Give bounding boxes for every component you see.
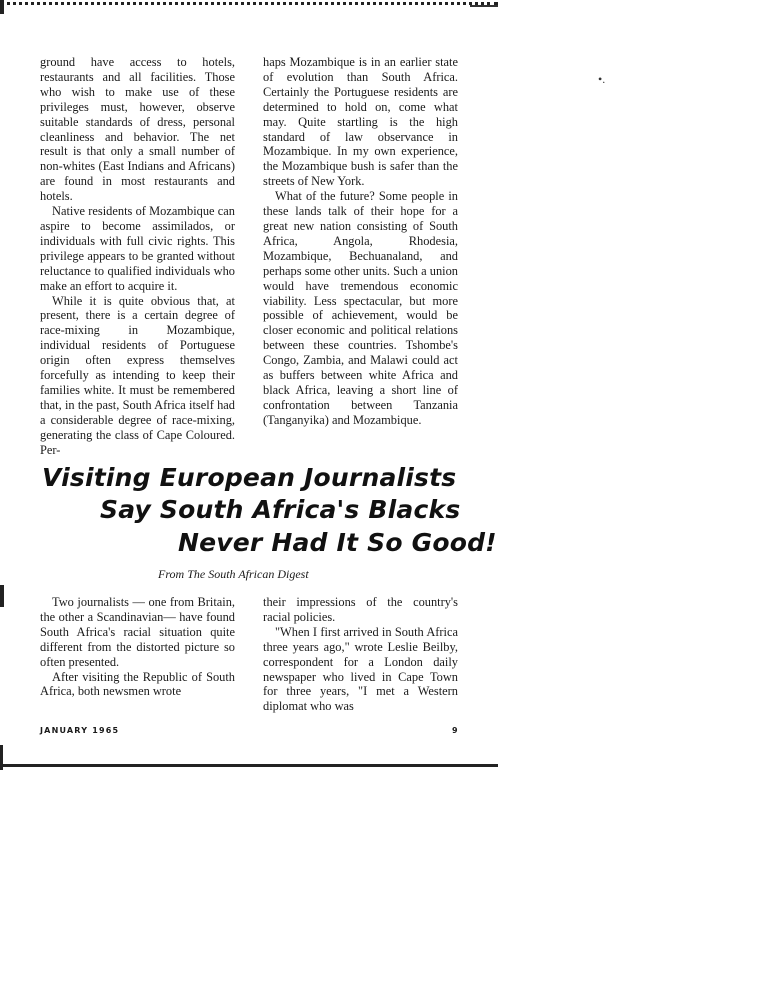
paragraph: Native residents of Mozambique can aspire to become assimilados, or individuals with full civic rights. This privilege appears to be granted without reluctance to qualified individuals who make an effort to acquire it.	[40, 204, 235, 293]
footer-date: JANUARY 1965	[40, 726, 120, 735]
headline-line-3: Never Had It So Good!	[178, 528, 497, 557]
scan-edge-mark	[0, 585, 4, 607]
paragraph: ground have access to hotels, restaurants and all facilities. Those who wish to make use of these privileges must, however, observe suitable standards of dress, personal cleanliness and behavior. The net result is that only a small number of non-whites (East Indians and Africans) are found in most restaurants and hotels.	[40, 55, 235, 204]
article-column-top-left	[40, 55, 235, 457]
scan-speck: •.	[598, 72, 606, 86]
headline-line-1: Visiting European Journalists	[42, 463, 457, 492]
headline-line-2: Say South Africa's Blacks	[100, 495, 461, 524]
paragraph: While it is quite obvious that, at present, there is a certain degree of race-mixing in Mozambique, individual residents of Portuguese origin often express themselves forcefully as intending to keep their families white. It must be remembered that, in the past, South Africa itself had a considerable degree of race-mixing, generating the class of Cape Coloured. Per-	[40, 293, 235, 457]
paragraph: After visiting the Republic of South Africa, both newsmen wrote	[40, 669, 235, 699]
article-column-bottom-left	[40, 595, 235, 699]
article-column-bottom-right	[263, 595, 458, 714]
paragraph: What of the future? Some people in these lands talk of their hope for a great new nation consisting of South Africa, Angola, Rhodesia, Mozambique, Bechuanaland, and perhaps some other units. Such a union would have tremendous economic viability. Less spectacular, but more possible of achievement, would be closer economic and political relations between these countries. Tshombe's Congo, Zambia, and Malawi could act as buffers between white Africa and black Africa, leaving a short line of confrontation between Tanzania (Tanganyika) and Mozambique.	[263, 189, 458, 427]
paragraph: Two journalists — one from Britain, the other a Scandinavian— have found South Africa's racial situation quite different from the distorted picture so often presented.	[40, 595, 235, 669]
paragraph: "When I first arrived in South Africa three years ago," wrote Leslie Beilby, correspondent for a London daily newspaper who lived in Cape Town for three years, "I met a Western diplomat who was	[263, 624, 458, 714]
top-dotted-rule	[0, 2, 498, 5]
page-number: 9	[452, 726, 459, 735]
paragraph: their impressions of the country's racial policies.	[263, 595, 458, 624]
source-credit: From The South African Digest	[158, 567, 309, 581]
top-rule-end	[470, 5, 498, 7]
scan-edge-mark	[0, 0, 4, 14]
article-column-top-right	[263, 55, 458, 428]
paragraph: haps Mozambique is in an earlier state of evolution than South Africa. Certainly the Portuguese residents are determined to hold on, come what may. Quite startling is the high standard of law observance in Mozambique. In my own experience, the Mozambique bush is safer than the streets of New York.	[263, 55, 458, 189]
bottom-rule	[0, 764, 498, 767]
